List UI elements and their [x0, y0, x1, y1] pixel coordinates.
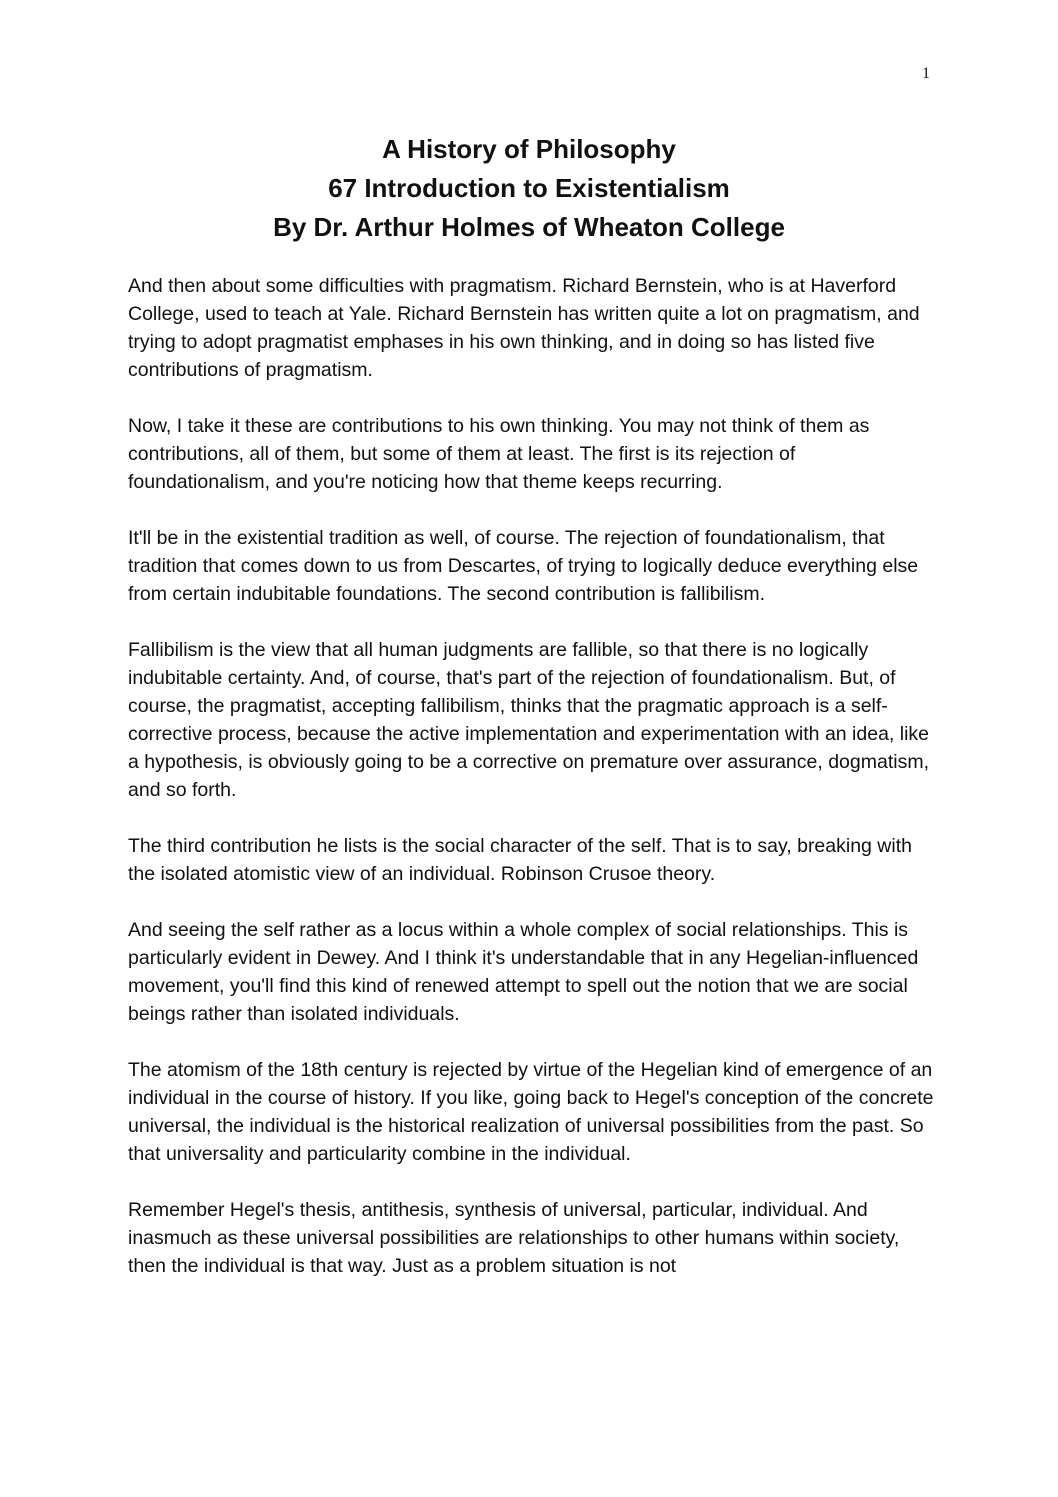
title-line-series: A History of Philosophy [382, 134, 676, 164]
title-line-author: By Dr. Arthur Holmes of Wheaton College [273, 212, 785, 242]
document-title [0, 130, 1058, 247]
title-line-lecture: 67 Introduction to Existentialism [328, 173, 730, 203]
paragraph: Remember Hegel's thesis, antithesis, synthesis of universal, particular, individual. And inasmuch as these universal possibilities are relationships to other humans within society, then the individual is that way. Just as a problem situation is not [128, 1199, 900, 1277]
document-body [128, 272, 938, 1308]
paragraph: Fallibilism is the view that all human judgments are fallible, so that there is no logically indubitable certainty. And, of course, that's part of the rejection of foundationalism. But, of course, the pragmatist, accepting fallibilism, thinks that the pragmatic approach is a self-corrective process, because the active implementation and experimentation with an idea, like a hypothesis, is obviously going to be a corrective on premature over assurance, dogmatism, and so forth. [128, 639, 930, 801]
paragraph: Now, I take it these are contributions to his own thinking. You may not think of them as contributions, all of them, but some of them at least. The first is its rejection of foundationalism, and you're noticing how that theme keeps recurring. [128, 415, 870, 493]
paragraph: The third contribution he lists is the social character of the self. That is to say, breaking with the isolated atomistic view of an individual. Robinson Crusoe theory. [128, 835, 912, 885]
paragraph: And seeing the self rather as a locus within a whole complex of social relationships. This is particularly evident in Dewey. And I think it's understandable that in any Hegelian-influenced movement, you'll find this kind of renewed attempt to spell out the notion that we are social beings rather than isolated individuals. [128, 919, 919, 1025]
paragraph: It'll be in the existential tradition as well, of course. The rejection of foundationalism, that tradition that comes down to us from Descartes, of trying to logically deduce everything else from certain indubitable foundations. The second contribution is fallibilism. [128, 527, 919, 605]
page-number: 1 [922, 65, 930, 82]
paragraph: And then about some difficulties with pragmatism. Richard Bernstein, who is at Haverford College, used to teach at Yale. Richard Bernstein has written quite a lot on pragmatism, and trying to adopt pragmatist emphases in his own thinking, and in doing so has listed five contributions of pragmatism. [128, 275, 920, 381]
paragraph: The atomism of the 18th century is rejected by virtue of the Hegelian kind of emergence of an individual in the course of history. If you like, going back to Hegel's conception of the concrete universal, the individual is the historical realization of universal possibilities from the past. So that universality and particularity combine in the individual. [128, 1059, 934, 1165]
